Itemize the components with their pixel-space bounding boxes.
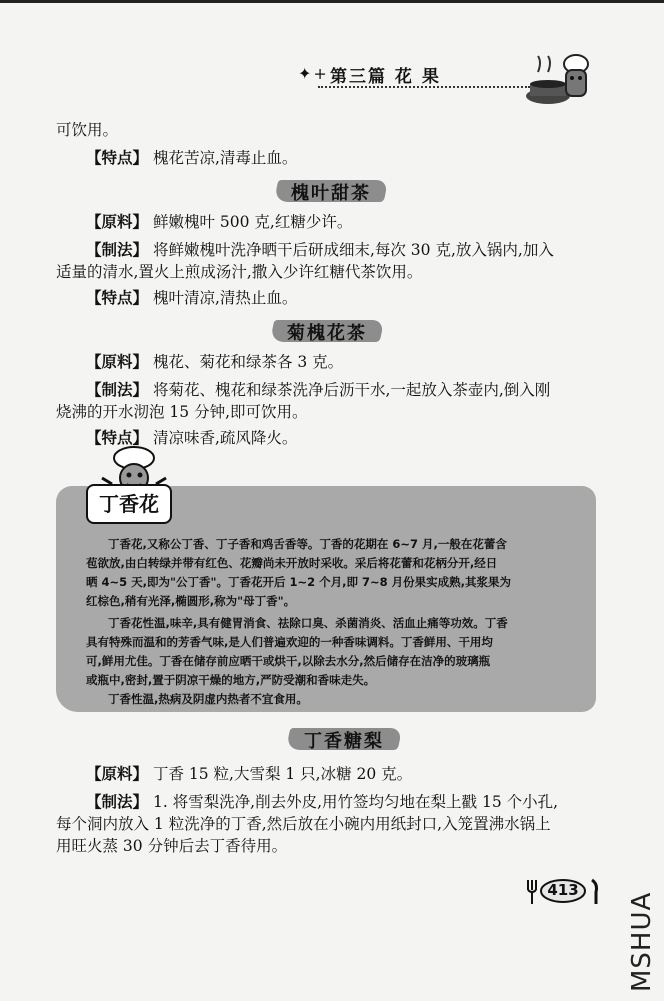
- recipe1-method-cont: 适量的清水,置火上煎成汤汁,撒入少许红糖代茶饮用。: [56, 263, 423, 281]
- recipe3-method: [86, 792, 558, 812]
- method-tag: 【制法】: [86, 792, 149, 811]
- infobox-line: 苞欲放,由白转绿并带有红色、花瓣尚未开放时采收。采后将花蕾和花柄分开,经日: [86, 556, 498, 570]
- infobox-line: 或瓶中,密封,置于阴凉干燥的地方,严防受潮和香味走失。: [86, 673, 376, 687]
- ingredients-text: 鲜嫩槐叶 500 克,红糖少许。: [152, 213, 353, 231]
- watermark-text: MSHUA: [627, 891, 657, 992]
- ingredients-tag: 【原料】: [86, 212, 149, 231]
- recipe2-title: 菊槐花茶: [287, 323, 367, 344]
- infobox-line: 红棕色,稍有光泽,椭圆形,称为"母丁香"。: [86, 594, 296, 608]
- recipe1-method: [86, 240, 554, 260]
- recipe2-method: [86, 380, 550, 400]
- recipe2-title-banner: [272, 316, 382, 346]
- infobox-line: 丁香花性温,味辛,具有健胃消食、祛除口臭、杀菌消炎、活血止痛等功效。丁香: [108, 616, 508, 630]
- top-rule: [0, 0, 664, 3]
- recipe2-ingredients: [86, 352, 343, 372]
- watermark: [604, 874, 664, 994]
- infobox-line: 丁香花,又称公丁香、丁子香和鸡舌香等。丁香的花期在 6~7 月,一般在花蕾含: [108, 537, 507, 551]
- ingredients-tag: 【原料】: [86, 764, 149, 783]
- infobox-line: 具有特殊而温和的芳香气味,是人们普遍欢迎的一种香味调料。丁香鲜用、干用均: [86, 635, 493, 649]
- recipe1-title-banner: [276, 176, 386, 206]
- feature-tag: 【特点】: [86, 288, 149, 307]
- recipe2-method-cont: 烧沸的开水沏泡 15 分钟,即可饮用。: [56, 403, 308, 421]
- method-text: 1. 将雪梨洗净,削去外皮,用竹签均匀地在梨上戳 15 个小孔,: [152, 793, 559, 811]
- method-text: 将鲜嫩槐叶洗净晒干后研成细末,每次 30 克,放入锅内,加入: [152, 241, 554, 259]
- method-tag: 【制法】: [86, 240, 149, 259]
- ingredients-tag: 【原料】: [86, 352, 149, 371]
- header-stars: ✦+: [298, 64, 329, 83]
- method-tag: 【制法】: [86, 380, 149, 399]
- feature-text: 槐叶清凉,清热止血。: [152, 289, 298, 307]
- recipe1-feature: [86, 288, 297, 308]
- feature-tag: 【特点】: [86, 148, 149, 167]
- feature-text: 清凉味香,疏风降火。: [152, 429, 298, 447]
- recipe1-ingredients: [86, 212, 352, 232]
- recipe0-feature: [86, 148, 297, 168]
- page-number: 413: [547, 881, 579, 899]
- recipe3-method-cont: 用旺火蒸 30 分钟后去丁香待用。: [56, 837, 288, 855]
- intro-line: 可饮用。: [56, 121, 119, 139]
- method-text: 将菊花、槐花和绿茶洗净后沥干水,一起放入茶壶内,倒入刚: [152, 381, 551, 399]
- recipe1-title: 槐叶甜茶: [291, 183, 371, 204]
- info-box-label: 丁香花: [86, 484, 172, 524]
- infobox-line: 可,鲜用尤佳。丁香在储存前应晒干或烘干,以除去水分,然后储存在洁净的玻璃瓶: [86, 654, 491, 668]
- recipe3-ingredients: [86, 764, 412, 784]
- recipe3-title: 丁香糖梨: [304, 731, 384, 752]
- chef-cooking-icon: [524, 50, 592, 106]
- feature-tag: 【特点】: [86, 428, 149, 447]
- feature-text: 槐花苦凉,清毒止血。: [152, 149, 298, 167]
- ingredients-text: 槐花、菊花和绿茶各 3 克。: [152, 353, 344, 371]
- infobox-line: 晒 4~5 天,即为"公丁香"。丁香花开后 1~2 个月,即 7~8 月份果实成熟,其浆果为: [86, 575, 512, 589]
- recipe3-method-cont: 每个洞内放入 1 粒洗净的丁香,然后放在小碗内用纸封口,入笼置沸水锅上: [56, 815, 551, 833]
- ingredients-text: 丁香 15 粒,大雪梨 1 只,冰糖 20 克。: [152, 765, 413, 783]
- header-rule: [318, 86, 530, 88]
- chapter-header: 第三篇 花 果: [330, 67, 441, 87]
- recipe3-title-banner: [288, 724, 400, 754]
- infobox-line: 丁香性温,热病及阴虚内热者不宜食用。: [108, 692, 308, 706]
